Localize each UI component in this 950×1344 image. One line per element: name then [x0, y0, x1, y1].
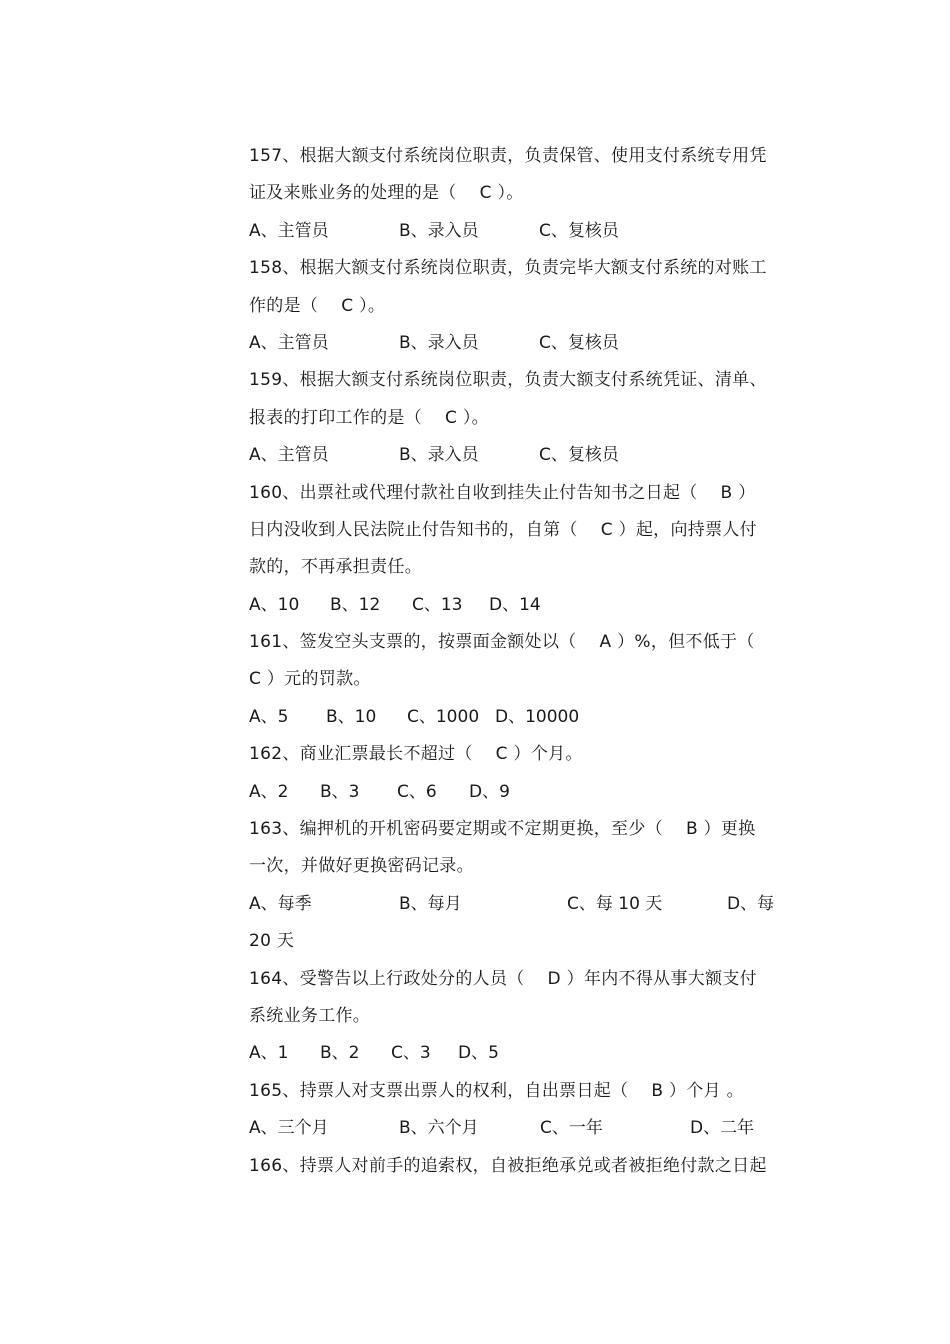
option-c: C、每 10 天	[567, 893, 663, 914]
question-164-line-1: 164、受警告以上行政处分的人员（ D ）年内不得从事大额支付	[249, 968, 757, 989]
question-163-options	[249, 886, 809, 923]
question-159-options	[249, 437, 809, 474]
option-b: B、每月	[399, 893, 462, 914]
option-b: B、录入员	[399, 445, 479, 466]
option-b: B、12	[330, 594, 381, 615]
option-d: D、9	[469, 781, 510, 802]
question-161-line-1: 161、签发空头支票的，按票面金额处以（ A ）%，但不低于（	[249, 632, 755, 653]
question-159-line-2: 报表的打印工作的是（ C ）。	[249, 407, 489, 428]
option-c: C、复核员	[539, 445, 619, 466]
option-b: B、录入员	[399, 220, 479, 241]
option-d: D、二年	[690, 1118, 755, 1139]
option-a: A、2	[249, 781, 289, 802]
question-157-line-1: 157、根据大额支付系统岗位职责，负责保管、使用支付系统专用凭	[249, 146, 767, 166]
question-160-line-3: 款的，不再承担责任。	[249, 557, 422, 578]
option-b: B、六个月	[399, 1118, 479, 1139]
option-b: B、2	[320, 1043, 360, 1064]
question-162-options	[249, 774, 809, 811]
option-c: C、一年	[540, 1118, 603, 1139]
question-161-options	[249, 699, 809, 736]
question-161-line-2: C ）元的罚款。	[249, 669, 371, 690]
question-163-line-2: 一次，并做好更换密码记录。	[249, 856, 474, 877]
option-c: C、复核员	[539, 332, 619, 353]
option-a: A、10	[249, 594, 300, 615]
option-c: C、复核员	[539, 220, 619, 241]
question-165-line-1: 165、持票人对支票出票人的权利，自出票日起（ B ）个月 。	[249, 1080, 744, 1101]
question-157-line-2: 证及来账业务的处理的是（ C ）。	[249, 183, 524, 204]
option-b: B、10	[326, 706, 377, 727]
option-c: C、13	[412, 594, 463, 615]
document-page	[249, 138, 809, 1185]
question-158-line-1: 158、根据大额支付系统岗位职责，负责完毕大额支付系统的对账工	[249, 258, 767, 279]
question-160-line-1: 160、出票社或代理付款社自收到挂失止付告知书之日起（ B ）	[249, 482, 756, 503]
question-164-options	[249, 1035, 809, 1072]
option-a: A、主管员	[249, 332, 329, 353]
question-166-line-1: 166、持票人对前手的追索权，自被拒绝承兑或者被拒绝付款之日起	[249, 1155, 767, 1176]
option-a: A、每季	[249, 893, 312, 914]
question-164-line-2: 系统业务工作。	[249, 1005, 371, 1026]
question-163-line-1: 163、编押机的开机密码要定期或不定期更换，至少（ B ）更换	[249, 819, 756, 840]
option-b: B、录入员	[399, 332, 479, 353]
option-d: D、每	[727, 893, 775, 914]
option-c: C、6	[397, 781, 437, 802]
option-d: D、14	[489, 594, 541, 615]
question-160-line-2: 日内没收到人民法院止付告知书的，自第（ C ）起，向持票人付	[249, 519, 757, 540]
option-d: D、10000	[495, 706, 580, 727]
question-158-line-2: 作的是（ C ）。	[249, 295, 386, 316]
option-b: B、3	[320, 781, 360, 802]
option-a: A、三个月	[249, 1118, 329, 1139]
question-159-line-1: 159、根据大额支付系统岗位职责，负责大额支付系统凭证、清单、	[249, 370, 767, 391]
question-163-option-d-continued: 20 天	[249, 931, 295, 952]
option-a: A、主管员	[249, 220, 329, 241]
question-158-options	[249, 325, 809, 362]
option-a: A、1	[249, 1043, 289, 1064]
option-d: D、5	[458, 1043, 499, 1064]
option-a: A、主管员	[249, 445, 329, 466]
option-c: C、1000	[407, 706, 480, 727]
option-a: A、5	[249, 706, 289, 727]
option-c: C、3	[391, 1043, 431, 1064]
question-160-options	[249, 587, 809, 624]
question-162-line-1: 162、商业汇票最长不超过（ C ）个月。	[249, 744, 583, 765]
question-165-options	[249, 1110, 809, 1147]
question-157-options	[249, 213, 809, 250]
